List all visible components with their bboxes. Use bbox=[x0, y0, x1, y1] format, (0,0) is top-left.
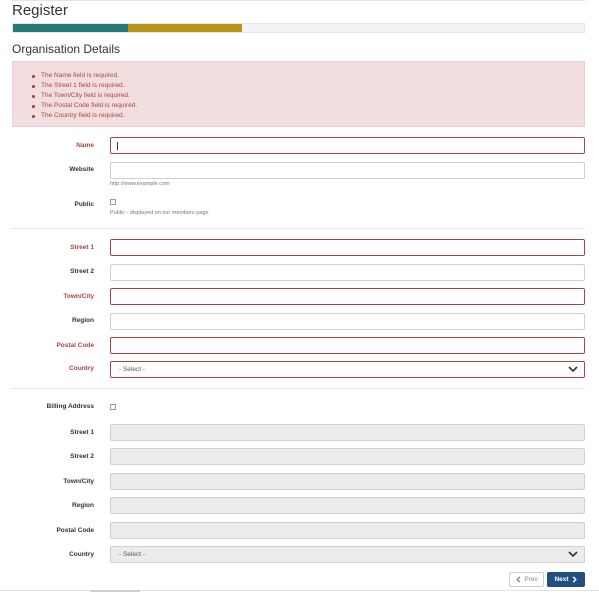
street1-input[interactable] bbox=[110, 239, 585, 256]
billing-region-label: Region bbox=[71, 502, 94, 509]
progress-bar bbox=[12, 23, 585, 33]
country-select[interactable] bbox=[110, 361, 585, 378]
prev-button[interactable] bbox=[509, 572, 544, 587]
error-item: The Name field is required. bbox=[32, 71, 137, 81]
postal-code-label: Postal Code bbox=[56, 342, 94, 349]
billing-street2-input bbox=[110, 448, 585, 465]
billing-region-input bbox=[110, 497, 585, 514]
street2-input[interactable] bbox=[110, 264, 585, 281]
street1-label: Street 1 bbox=[70, 244, 94, 251]
error-list bbox=[32, 71, 137, 121]
page-title: Register bbox=[12, 2, 68, 19]
region-label: Region bbox=[71, 317, 94, 324]
name-input[interactable] bbox=[110, 137, 585, 154]
top-border bbox=[12, 0, 585, 1]
town-input[interactable] bbox=[110, 288, 585, 305]
website-label: Website bbox=[69, 166, 94, 173]
public-checkbox[interactable] bbox=[110, 199, 116, 205]
website-help: http://www.example.com bbox=[110, 181, 170, 187]
next-button[interactable] bbox=[547, 572, 585, 587]
error-item: The Street 1 field is required. bbox=[32, 81, 137, 91]
progress-step-complete bbox=[13, 24, 128, 32]
billing-country-label: Country bbox=[69, 551, 94, 558]
billing-address-label: Billing Address bbox=[46, 403, 94, 410]
billing-address-checkbox[interactable] bbox=[110, 404, 116, 410]
region-input[interactable] bbox=[110, 313, 585, 330]
billing-street1-input bbox=[110, 424, 585, 441]
validation-alert bbox=[12, 61, 585, 127]
name-label: Name bbox=[76, 142, 94, 149]
error-item: The Country field is required. bbox=[32, 111, 137, 121]
postal-code-input[interactable] bbox=[110, 337, 585, 354]
billing-town-input bbox=[110, 473, 585, 490]
billing-street2-label: Street 2 bbox=[70, 453, 94, 460]
street2-label: Street 2 bbox=[70, 268, 94, 275]
divider bbox=[12, 228, 585, 229]
error-item: The Town/City field is required. bbox=[32, 91, 137, 101]
next-button-label: Next bbox=[554, 576, 569, 583]
prev-button-label: Prev bbox=[524, 576, 538, 583]
country-select-value: - Select - bbox=[119, 366, 146, 373]
text-cursor bbox=[117, 142, 118, 150]
chevron-down-icon bbox=[567, 548, 579, 560]
chevron-left-icon bbox=[515, 576, 522, 583]
public-help: Public - displayed on our members page. bbox=[110, 210, 210, 216]
public-label: Public bbox=[74, 201, 94, 208]
divider bbox=[12, 388, 585, 389]
progress-step-current bbox=[128, 24, 242, 32]
billing-street1-label: Street 1 bbox=[70, 429, 94, 436]
chevron-right-icon bbox=[571, 576, 578, 583]
billing-postal-code-label: Postal Code bbox=[56, 527, 94, 534]
billing-country-value: - Select - bbox=[119, 551, 146, 558]
billing-town-label: Town/City bbox=[63, 478, 94, 485]
billing-country-select bbox=[110, 546, 585, 563]
section-title: Organisation Details bbox=[12, 42, 121, 56]
error-item: The Postal Code field is required. bbox=[32, 101, 137, 111]
scroll-indicator bbox=[90, 590, 140, 592]
chevron-down-icon bbox=[567, 363, 579, 375]
country-label: Country bbox=[69, 365, 94, 372]
website-input[interactable] bbox=[110, 162, 585, 179]
town-label: Town/City bbox=[63, 293, 94, 300]
billing-postal-code-input bbox=[110, 522, 585, 539]
